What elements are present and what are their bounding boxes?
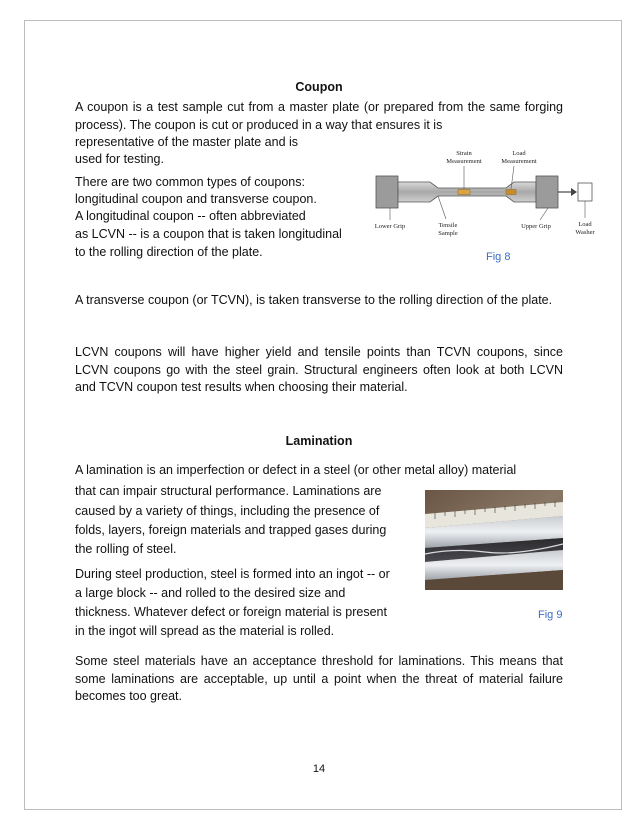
coupon-paragraph-3: A transverse coupon (or TCVN), is taken transverse to the rolling direction of the plate. bbox=[75, 293, 553, 307]
figure-8-tensile-test-diagram bbox=[368, 146, 598, 246]
lamination-paragraph-1-full: A lamination is an imperfection or defect in a steel (or other metal alloy) material bbox=[75, 463, 517, 477]
label-load-2: Measurement bbox=[501, 158, 537, 165]
label-tensile-1: Tensile bbox=[438, 222, 458, 229]
coupon-paragraph-2-line-5: to the rolling direction of the plate. bbox=[75, 245, 263, 259]
label-washer-1: Load bbox=[578, 221, 592, 228]
lamination-paragraph-2-line-4: in the ingot will spread as the material is rolled. bbox=[75, 624, 335, 638]
label-strain-1: Strain bbox=[456, 150, 472, 157]
label-upper-grip: Upper Grip bbox=[521, 223, 551, 230]
page-number: 14 bbox=[312, 763, 326, 775]
label-lower-grip: Lower Grip bbox=[374, 223, 406, 230]
coupon-paragraph-1-line-b: used for testing. bbox=[75, 152, 164, 166]
lamination-paragraph-2-line-3: thickness. Whatever defect or foreign material is present bbox=[75, 605, 387, 619]
coupon-paragraph-4: LCVN coupons will have higher yield and tensile points than TCVN coupons, since LCVN coupons go with the steel grain. Structural engineers often look at both LCVN and TCVN coupon test results when choosing their material. bbox=[75, 345, 563, 394]
label-load-1: Load bbox=[512, 150, 526, 157]
lamination-paragraph-1-line-5: the rolling of steel. bbox=[75, 542, 177, 556]
label-tensile-2: Sample bbox=[438, 230, 458, 237]
coupon-paragraph-2-line-2: longitudinal coupon and transverse coupon. bbox=[75, 192, 317, 206]
section-heading-lamination: Lamination bbox=[285, 434, 353, 448]
coupon-paragraph-2-line-1: There are two common types of coupons: bbox=[75, 175, 305, 189]
lamination-paragraph-2-line-2: a large block -- and rolled to the desired size and bbox=[75, 586, 346, 600]
lamination-paragraph-1-line-3: caused by a variety of things, including the presence of bbox=[75, 504, 380, 518]
coupon-paragraph-1-line-a: representative of the master plate and is bbox=[75, 135, 299, 149]
figure-9-lamination-photo bbox=[425, 490, 563, 590]
label-strain-2: Measurement bbox=[446, 158, 482, 165]
coupon-paragraph-1-full: A coupon is a test sample cut from a master plate (or prepared from the same forging process). The coupon is cut or produced in a way that ensures it is bbox=[75, 100, 563, 132]
label-washer-2: Washer bbox=[575, 229, 595, 236]
section-heading-coupon: Coupon bbox=[295, 80, 343, 94]
lower-grip-block bbox=[376, 176, 398, 208]
figure-8-caption: Fig 8 bbox=[486, 251, 511, 263]
load-cell bbox=[506, 190, 516, 195]
coupon-paragraph-2-line-4: as LCVN -- is a coupon that is taken longitudinal bbox=[75, 227, 342, 241]
coupon-paragraph-2-line-3: A longitudinal coupon -- often abbreviated bbox=[75, 209, 306, 223]
lamination-paragraph-1-line-4: folds, layers, foreign materials and trapped gases during bbox=[75, 523, 387, 537]
lamination-paragraph-2-line-1: During steel production, steel is formed into an ingot -- or bbox=[75, 567, 390, 581]
figure-9-caption: Fig 9 bbox=[538, 609, 563, 621]
upper-grip-block bbox=[536, 176, 558, 208]
lamination-paragraph-3: Some steel materials have an acceptance threshold for laminations. This means that some laminations are acceptable, up until a point when the threat of material failure becomes too great. bbox=[75, 654, 563, 703]
load-washer-box bbox=[578, 183, 592, 201]
lamination-paragraph-1-line-2: that can impair structural performance. Laminations are bbox=[75, 484, 382, 498]
strain-gauge bbox=[458, 190, 470, 195]
